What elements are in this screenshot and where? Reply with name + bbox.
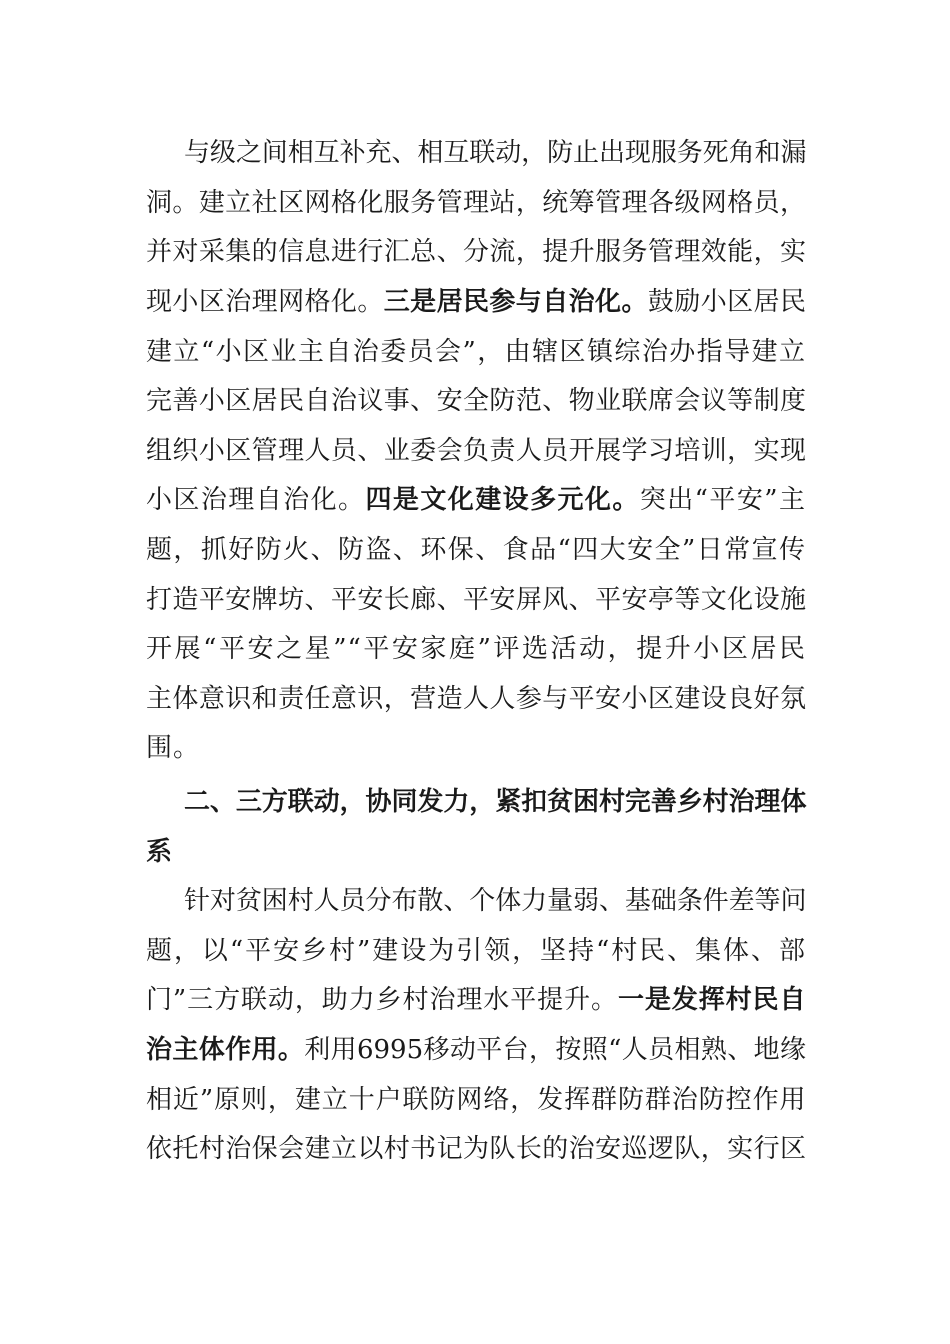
body-line: 洞。建立社区网格化服务管理站，统筹管理各级网格员， <box>146 188 806 218</box>
body-line: 题，以“平安乡村”建设为引领，坚持“村民、集体、部 <box>146 936 806 966</box>
body-line: 小区治理自治化。四是文化建设多元化。突出“平安”主 <box>146 485 806 515</box>
body-line: 主体意识和责任意识，营造人人参与平安小区建设良好氛 <box>146 684 806 714</box>
body-line: 围。 <box>146 733 201 763</box>
body-line: 组织小区管理人员、业委会负责人员开展学习培训，实现 <box>146 436 806 466</box>
body-line: 开展“平安之星”“平安家庭”评选活动，提升小区居民 <box>146 634 806 664</box>
body-line: 题，抓好防火、防盗、环保、食品“四大安全”日常宣传 <box>146 535 806 565</box>
body-line: 治主体作用。利用6995移动平台，按照“人员相熟、地缘 <box>146 1035 806 1065</box>
body-line: 打造平安牌坊、平安长廊、平安屏风、平安亭等文化设施 <box>146 585 806 615</box>
body-line: 门”三方联动，助力乡村治理水平提升。一是发挥村民自 <box>146 985 806 1015</box>
body-line: 与级之间相互补充、相互联动，防止出现服务死角和漏 <box>184 138 806 168</box>
bold-lead-phrase: 治主体作用。 <box>146 1035 305 1065</box>
body-line: 并对采集的信息进行汇总、分流，提升服务管理效能，实 <box>146 237 806 267</box>
bold-lead-phrase: 三是居民参与自治化。 <box>383 287 648 317</box>
body-line: 相近”原则，建立十户联防网络，发挥群防群治防控作用 <box>146 1085 806 1115</box>
section-heading: 系 <box>146 837 174 867</box>
body-line: 依托村治保会建立以村书记为队长的治安巡逻队，实行区 <box>146 1134 806 1164</box>
bold-lead-phrase: 一是发挥村民自 <box>617 985 806 1015</box>
section-heading: 二、三方联动，协同发力，紧扣贫困村完善乡村治理体 <box>184 787 806 817</box>
bold-lead-phrase: 四是文化建设多元化。 <box>365 485 640 515</box>
body-line: 完善小区居民自治议事、安全防范、物业联席会议等制度 <box>146 386 806 416</box>
body-line: 建立“小区业主自治委员会”，由辖区镇综治办指导建立 <box>146 337 806 367</box>
body-line: 针对贫困村人员分布散、个体力量弱、基础条件差等问 <box>184 886 806 916</box>
body-line: 现小区治理网格化。三是居民参与自治化。鼓励小区居民 <box>146 287 806 317</box>
